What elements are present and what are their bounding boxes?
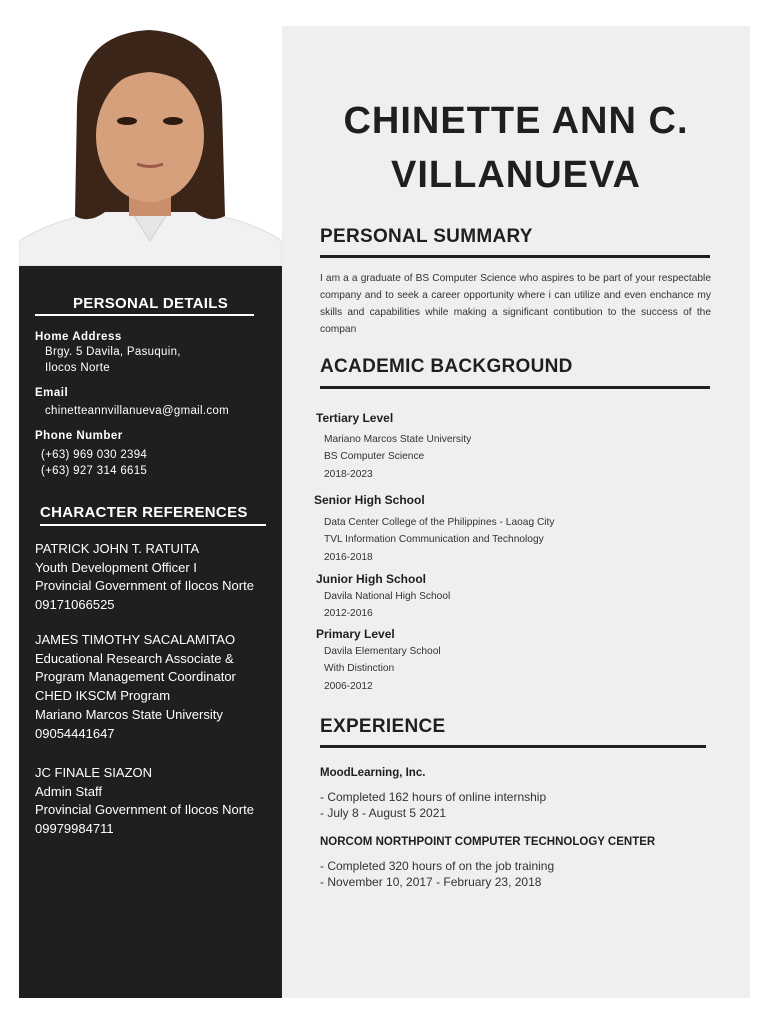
name-line-2: VILLANUEVA — [391, 154, 641, 196]
sidebar — [19, 266, 282, 998]
reference-line: Educational Research Associate & — [35, 650, 234, 666]
education-line: Davila Elementary School — [324, 646, 441, 657]
experience-line: - July 8 - August 5 2021 — [320, 805, 447, 820]
home-address-line1: Brgy. 5 Davila, Pasuquin, — [45, 346, 181, 358]
reference-line: JC FINALE SIAZON — [35, 765, 153, 780]
experience-rule — [320, 745, 706, 748]
academic-background-heading: ACADEMIC BACKGROUND — [320, 356, 573, 377]
education-line: 2006-2012 — [324, 680, 373, 692]
experience-line: - November 10, 2017 - February 23, 2018 — [320, 874, 542, 889]
home-address-line2: Ilocos Norte — [45, 362, 110, 374]
education-details — [324, 643, 441, 695]
experience-company: NORCOM NORTHPOINT COMPUTER TECHNOLOGY CENTER — [320, 836, 656, 848]
personal-summary-text: I am a a graduate of BS Computer Science who aspires to be part of your respectable company and to seek a career opportunity where i can utilize and even enchance my skills and capabilities while making a significant contibution to the success of the compan — [320, 273, 711, 335]
main-panel — [282, 26, 750, 998]
experience-line: - Completed 162 hours of online internship — [320, 790, 547, 804]
academic-background-rule — [320, 386, 710, 389]
reference-line: Program Management Coordinator — [35, 669, 236, 685]
reference-line: CHED IKSCM Program — [35, 688, 171, 704]
phone-number-2: (+63) 927 314 6615 — [41, 465, 148, 477]
home-address-label: Home Address — [35, 331, 122, 343]
personal-details-heading: PERSONAL DETAILS — [72, 295, 229, 312]
education-level: Tertiary Level — [316, 411, 394, 425]
education-line: 2018-2023 — [324, 468, 373, 480]
education-line: Mariano Marcos State University — [324, 434, 472, 445]
profile-photo — [19, 26, 282, 266]
reference-line: PATRICK JOHN T. RATUITA — [35, 541, 200, 556]
reference-line: Provincial Government of Ilocos Norte — [35, 802, 254, 818]
email-value[interactable]: chinetteannvillanueva@gmail.com — [45, 405, 229, 417]
portrait-image — [19, 26, 282, 266]
experience-company: MoodLearning, Inc. — [320, 767, 426, 779]
personal-summary-rule — [320, 255, 710, 258]
education-line: TVL Information Communication and Technology — [324, 534, 544, 546]
phone-label: Phone Number — [35, 430, 123, 442]
reference-3 — [35, 764, 254, 839]
experience-heading: EXPERIENCE — [320, 716, 446, 737]
character-references-heading: CHARACTER REFERENCES — [40, 504, 248, 521]
education-line: Davila National High School — [324, 591, 451, 602]
education-line: BS Computer Science — [324, 451, 425, 463]
reference-2 — [35, 631, 236, 743]
education-line: 2016-2018 — [324, 551, 373, 563]
education-details — [324, 431, 471, 483]
reference-line: JAMES TIMOTHY SACALAMITAO — [35, 632, 236, 647]
reference-line: Mariano Marcos State University — [35, 706, 223, 722]
reference-line: 09054441647 — [35, 725, 115, 741]
education-level: Senior High School — [314, 493, 425, 507]
reference-line: Admin Staff — [35, 783, 102, 799]
education-level: Primary Level — [316, 627, 395, 641]
experience-line: - Completed 320 hours of on the job training — [320, 859, 555, 873]
education-line: With Distinction — [324, 663, 395, 675]
education-line: Data Center College of the Philippines - Laoag City — [324, 517, 555, 528]
reference-1 — [35, 540, 254, 615]
email-label: Email — [35, 387, 69, 399]
education-details — [324, 514, 554, 566]
full-name — [282, 94, 750, 202]
experience-details — [320, 790, 546, 821]
experience-details — [320, 859, 554, 890]
reference-line: 09171066525 — [35, 597, 115, 613]
reference-line: 09979984711 — [35, 821, 114, 837]
personal-details-rule — [35, 314, 254, 316]
phone-number-1: (+63) 969 030 2394 — [41, 449, 148, 461]
reference-line: Provincial Government of Ilocos Norte — [35, 578, 254, 594]
education-level: Junior High School — [316, 572, 426, 586]
character-references-rule — [40, 524, 266, 526]
reference-line: Youth Development Officer I — [35, 559, 197, 575]
education-line: 2012-2016 — [324, 608, 373, 620]
name-line-1: CHINETTE ANN C. — [343, 100, 689, 142]
personal-summary-heading: PERSONAL SUMMARY — [320, 226, 533, 247]
education-details — [324, 588, 450, 623]
